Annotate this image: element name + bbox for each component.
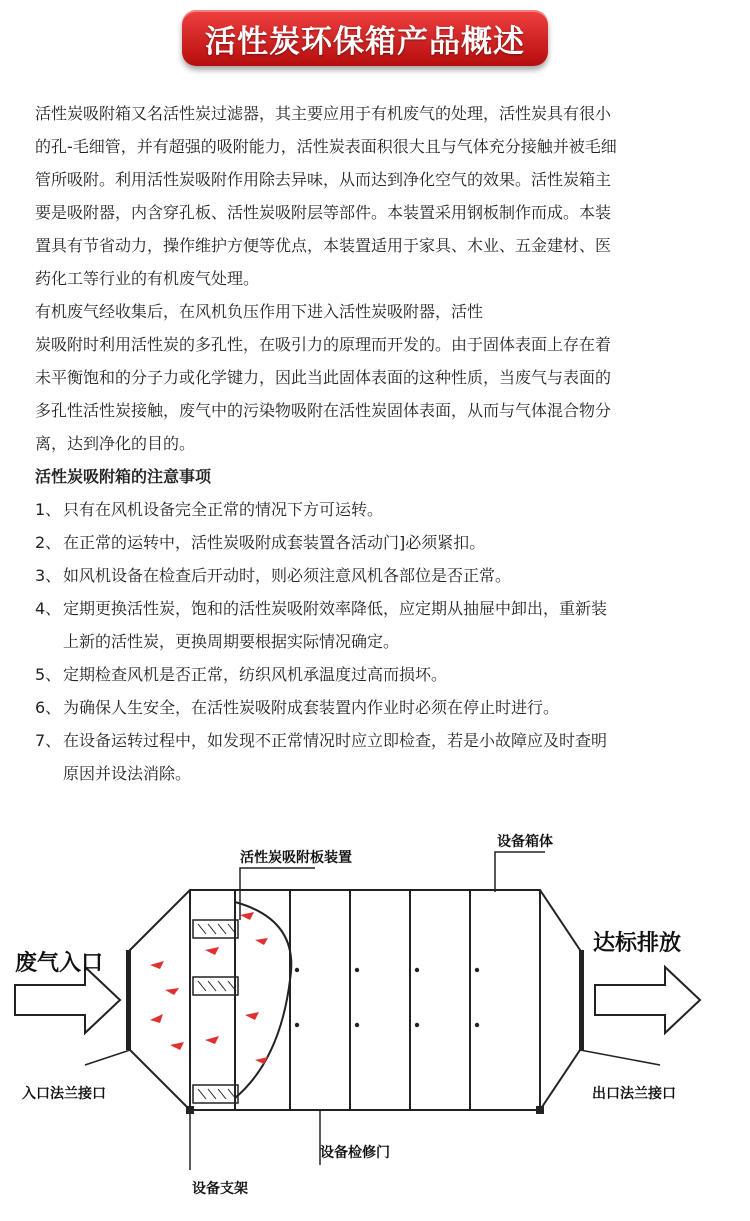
note-text: 在设备运转过程中，如发现不正常情况时应立即检查，若是小故障应及时查明 (63, 731, 608, 750)
page-title: 活性炭环保箱产品概述 (205, 23, 525, 60)
paragraph-line: 要是吸附器，内含穿孔板、活性炭吸附层等部件。本装置采用钢板制作而成。本装 (35, 203, 612, 222)
airflow-arrow (150, 1014, 163, 1023)
paragraph-line: 管所吸附。利用活性炭吸附作用除去异味，从而达到净化空气的效果。活性炭箱主 (35, 170, 612, 189)
note-item (35, 559, 715, 592)
leader-line (580, 1050, 660, 1065)
label-compliant-discharge: 达标排放 (593, 931, 682, 956)
note-text-continued: 上新的活性炭，更换周期要根据实际情况确定。 (63, 632, 400, 651)
door-bolt (355, 1023, 359, 1027)
label-service-door: 设备检修门 (320, 1145, 390, 1161)
airflow-arrow (165, 988, 179, 995)
note-text: 只有在风机设备完全正常的情况下方可运转。 (63, 500, 384, 519)
door-bolt (415, 968, 419, 972)
notes-heading: 活性炭吸附箱的注意事项 (35, 467, 212, 486)
door-bolt (355, 968, 359, 972)
note-number: 3、 (35, 566, 62, 585)
label-exhaust-inlet: 废气入口 (15, 951, 104, 976)
note-text: 如风机设备在检查后开动时，则必须注意风机各部位是否正常。 (63, 566, 512, 585)
paragraph-line: 药化工等行业的有机废气处理。 (35, 269, 260, 288)
support-foot (536, 1106, 544, 1114)
note-item (35, 691, 715, 724)
note-text: 为确保人生安全，在活性炭吸附成套装置内作业时必须在停止时进行。 (63, 698, 560, 717)
door-bolt (475, 968, 479, 972)
paragraph-line: 活性炭吸附箱又名活性炭过滤器，其主要应用于有机废气的处理，活性炭具有很小 (35, 104, 612, 123)
label-support: 设备支架 (192, 1181, 248, 1197)
label-inlet-flange: 入口法兰接口 (22, 1086, 106, 1102)
airflow-arrow (255, 938, 268, 945)
note-number: 1、 (35, 500, 62, 519)
door-bolt (295, 968, 299, 972)
chamber-curve (235, 902, 291, 1098)
note-item (35, 592, 715, 625)
adsorption-plate (193, 1085, 238, 1103)
note-item (35, 658, 715, 691)
equipment-housing (130, 890, 580, 1110)
intro-paragraph (35, 97, 715, 790)
note-text: 定期更换活性炭，饱和的活性炭吸附效率降低，应定期从抽屉中卸出，重新装 (63, 599, 608, 618)
note-number: 2、 (35, 533, 62, 552)
note-text-continued: 原因并设法消除。 (63, 764, 192, 783)
leader-line (85, 1050, 130, 1065)
adsorption-plate (193, 920, 238, 938)
label-equipment-body: 设备箱体 (497, 834, 553, 850)
note-item (35, 724, 715, 757)
airflow-arrow (150, 961, 164, 969)
title-banner (182, 10, 548, 66)
paragraph-line: 未平衡饱和的分子力或化学键力，因此当此固体表面的这种性质，当废气与表面的 (35, 368, 612, 387)
paragraph-line: 炭吸附时利用活性炭的多孔性，在吸引力的原理而开发的。由于固体表面上存在着 (35, 335, 612, 354)
paragraph-line: 有机废气经收集后，在风机负压作用下进入活性炭吸附器，活性 (35, 302, 484, 321)
note-number: 4、 (35, 599, 62, 618)
door-bolt (415, 1023, 419, 1027)
note-text: 定期检查风机是否正常，纺织风机承温度过高而损坏。 (63, 665, 448, 684)
airflow-arrow (240, 912, 254, 920)
label-outlet-flange: 出口法兰接口 (592, 1086, 676, 1102)
adsorption-box-diagram (0, 820, 750, 1210)
door-bolt (295, 1023, 299, 1027)
airflow-arrow (205, 947, 219, 955)
leader-line (495, 852, 545, 892)
note-text: 在正常的运转中，活性炭吸附成套装置各活动门]必须紧扣。 (63, 533, 486, 552)
airflow-arrow (170, 1042, 184, 1050)
note-number: 7、 (35, 731, 62, 750)
note-item (35, 493, 715, 526)
paragraph-line: 离，达到净化的目的。 (35, 434, 196, 453)
leader-line (240, 868, 315, 920)
paragraph-line: 的孔-毛细管，并有超强的吸附能力，活性炭表面积很大且与气体充分接触并被毛细 (35, 137, 617, 156)
note-item (35, 526, 715, 559)
paragraph-line: 多孔性活性炭接触，废气中的污染物吸附在活性炭固体表面，从而与气体混合物分 (35, 401, 612, 420)
outlet-arrow (595, 967, 700, 1033)
note-number: 6、 (35, 698, 62, 717)
inlet-arrow (15, 967, 120, 1033)
door-bolt (475, 1023, 479, 1027)
airflow-arrow (245, 1012, 259, 1020)
airflow-arrow (205, 1036, 219, 1044)
paragraph-line: 置具有节省动力，操作维护方便等优点，本装置适用于家具、木业、五金建材、医 (35, 236, 612, 255)
label-adsorption-plate: 活性炭吸附板装置 (240, 850, 352, 866)
support-foot (186, 1106, 194, 1114)
note-number: 5、 (35, 665, 62, 684)
adsorption-plate (193, 977, 238, 995)
